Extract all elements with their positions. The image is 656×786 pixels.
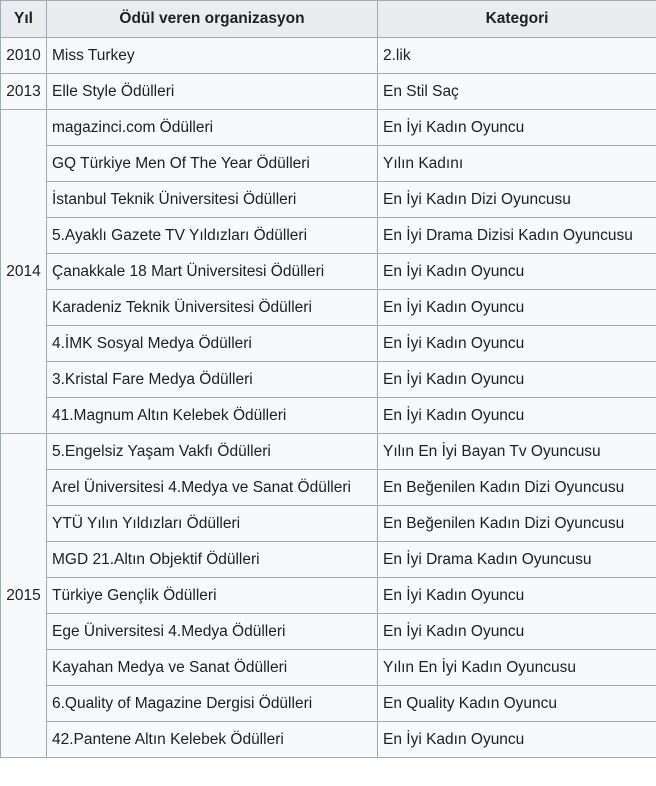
header-year: Yıl [1, 1, 47, 38]
organization-cell: magazinci.com Ödülleri [47, 110, 378, 146]
table-row [1, 686, 656, 722]
year-cell: 2010 [1, 38, 47, 74]
category-cell: En İyi Kadın Oyuncu [378, 578, 656, 614]
category-cell: En İyi Kadın Oyuncu [378, 110, 656, 146]
table-row [1, 650, 656, 686]
organization-cell: İstanbul Teknik Üniversitesi Ödülleri [47, 182, 378, 218]
category-cell: En İyi Drama Dizisi Kadın Oyuncusu [378, 218, 656, 254]
table-row [1, 290, 656, 326]
category-cell: En İyi Kadın Oyuncu [378, 290, 656, 326]
table-row [1, 542, 656, 578]
category-cell: Yılın Kadını [378, 146, 656, 182]
category-cell: 2.lik [378, 38, 656, 74]
organization-cell: Arel Üniversitesi 4.Medya ve Sanat Ödülleri [47, 470, 378, 506]
table-row [1, 578, 656, 614]
category-cell: Yılın En İyi Kadın Oyuncusu [378, 650, 656, 686]
category-cell: En İyi Drama Kadın Oyuncusu [378, 542, 656, 578]
organization-cell: Elle Style Ödülleri [47, 74, 378, 110]
table-row [1, 506, 656, 542]
table-row [1, 614, 656, 650]
year-cell: 2014 [1, 110, 47, 434]
organization-cell: 6.Quality of Magazine Dergisi Ödülleri [47, 686, 378, 722]
category-cell: En Beğenilen Kadın Dizi Oyuncusu [378, 470, 656, 506]
category-cell: En İyi Kadın Oyuncu [378, 614, 656, 650]
organization-cell: 3.Kristal Fare Medya Ödülleri [47, 362, 378, 398]
table-body [1, 38, 656, 758]
organization-cell: 41.Magnum Altın Kelebek Ödülleri [47, 398, 378, 434]
year-cell: 2015 [1, 434, 47, 758]
organization-cell: Çanakkale 18 Mart Üniversitesi Ödülleri [47, 254, 378, 290]
organization-cell: Miss Turkey [47, 38, 378, 74]
table-row [1, 218, 656, 254]
table-row [1, 722, 656, 758]
header-row [1, 1, 656, 38]
organization-cell: MGD 21.Altın Objektif Ödülleri [47, 542, 378, 578]
category-cell: En İyi Kadın Oyuncu [378, 254, 656, 290]
table-row [1, 254, 656, 290]
category-cell: En Quality Kadın Oyuncu [378, 686, 656, 722]
organization-cell: 5.Ayaklı Gazete TV Yıldızları Ödülleri [47, 218, 378, 254]
table-row [1, 470, 656, 506]
year-cell: 2013 [1, 74, 47, 110]
organization-cell: Kayahan Medya ve Sanat Ödülleri [47, 650, 378, 686]
table-row [1, 146, 656, 182]
table-row [1, 182, 656, 218]
table-row [1, 326, 656, 362]
organization-cell: 5.Engelsiz Yaşam Vakfı Ödülleri [47, 434, 378, 470]
category-cell: En Stil Saç [378, 74, 656, 110]
organization-cell: Karadeniz Teknik Üniversitesi Ödülleri [47, 290, 378, 326]
category-cell: Yılın En İyi Bayan Tv Oyuncusu [378, 434, 656, 470]
organization-cell: GQ Türkiye Men Of The Year Ödülleri [47, 146, 378, 182]
category-cell: En İyi Kadın Dizi Oyuncusu [378, 182, 656, 218]
category-cell: En İyi Kadın Oyuncu [378, 326, 656, 362]
organization-cell: YTÜ Yılın Yıldızları Ödülleri [47, 506, 378, 542]
table-row [1, 434, 656, 470]
category-cell: En İyi Kadın Oyuncu [378, 722, 656, 758]
table-row [1, 362, 656, 398]
table-row [1, 110, 656, 146]
table-row [1, 38, 656, 74]
header-organization: Ödül veren organizasyon [47, 1, 378, 38]
header-category: Kategori [378, 1, 656, 38]
table-row [1, 398, 656, 434]
category-cell: En İyi Kadın Oyuncu [378, 398, 656, 434]
organization-cell: 42.Pantene Altın Kelebek Ödülleri [47, 722, 378, 758]
category-cell: En İyi Kadın Oyuncu [378, 362, 656, 398]
category-cell: En Beğenilen Kadın Dizi Oyuncusu [378, 506, 656, 542]
organization-cell: Türkiye Gençlik Ödülleri [47, 578, 378, 614]
organization-cell: 4.İMK Sosyal Medya Ödülleri [47, 326, 378, 362]
organization-cell: Ege Üniversitesi 4.Medya Ödülleri [47, 614, 378, 650]
table-row [1, 74, 656, 110]
